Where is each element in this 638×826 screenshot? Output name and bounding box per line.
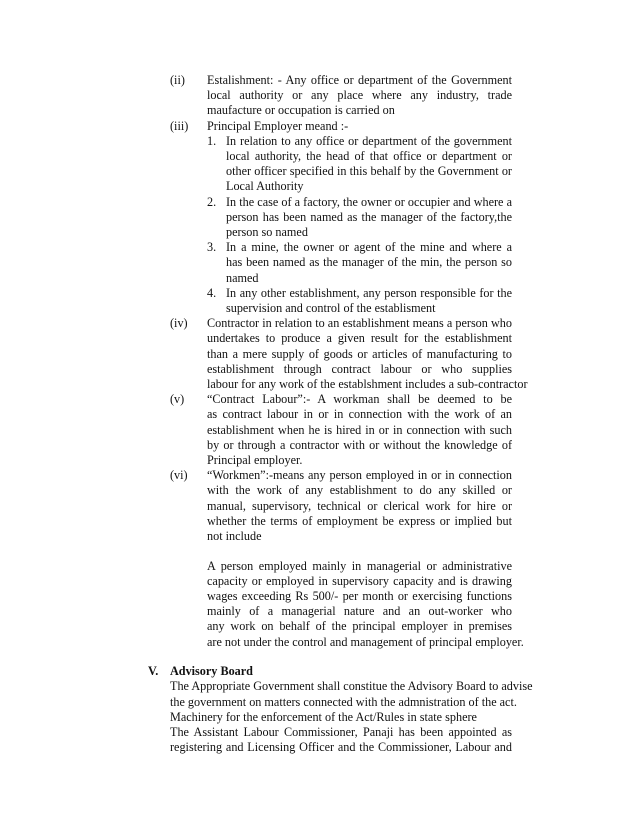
definition-text: Principal employer. xyxy=(207,453,303,467)
definition-number: (iii) xyxy=(170,118,189,133)
definition-number: (vi) xyxy=(170,468,188,483)
sub-item-text: person has been named as the manager of the factory,the xyxy=(226,209,512,224)
definition-text: Principal Employer meand :- xyxy=(207,118,349,133)
section-title: Advisory Board xyxy=(170,664,253,679)
sub-item-text: In any other establishment, any person responsible for the xyxy=(226,285,512,300)
definition-text: establishment through contract labour or who supplies xyxy=(207,361,512,376)
definition-text: labour for any work of the establshment includes a sub-contractor xyxy=(207,377,528,391)
definition-text: not include xyxy=(207,529,262,543)
exclusion-text: capacity or employed in supervisory capacity and is drawing xyxy=(207,573,512,588)
sub-item-text: In relation to any office or department of the government xyxy=(226,133,512,148)
definition-number: (iv) xyxy=(170,316,188,331)
sub-item-text: person so named xyxy=(226,225,308,239)
definition-text: Contractor in relation to an establishment means a person who xyxy=(207,316,512,331)
definition-text: local authority or any place where any industry, trade xyxy=(207,88,512,103)
definition-text: manual, supervisory, technical or clerical work for hire or xyxy=(207,498,512,513)
exclusion-text: wages exceeding Rs 500/- per month or exercising functions xyxy=(207,589,512,604)
sub-item-number: 2. xyxy=(207,194,217,209)
sub-item-text: local authority, the head of that office or department or xyxy=(226,149,512,163)
sub-item-text: supervision and control of the establisment xyxy=(226,301,436,315)
definition-text: establishment when he is hired in or in connection with such xyxy=(207,422,512,437)
exclusion-text: A person employed mainly in managerial or administrative xyxy=(207,558,512,573)
section-text: registering and Licensing Officer and the Commissioner, Labour and xyxy=(170,740,512,755)
definition-text: undertakes to produce a given result for the establishment xyxy=(207,331,512,346)
definition-text: whether the terms of employment be express or implied but xyxy=(207,513,512,528)
sub-item-number: 4. xyxy=(207,285,217,300)
definition-text: “Workmen”:-means any person employed in or in connection xyxy=(207,468,512,483)
sub-item-text: other officer specified in this behalf by the Government or xyxy=(226,164,512,179)
section-text: Machinery for the enforcement of the Act/Rules in state sphere xyxy=(170,709,477,724)
exclusion-text: are not under the control and management of principal employer. xyxy=(207,634,524,649)
section-text: The Appropriate Government shall constitue the Advisory Board to advise xyxy=(170,679,533,694)
exclusion-text: any work on behalf of the principal employer in premises xyxy=(207,619,512,634)
sub-item-number: 1. xyxy=(207,133,217,148)
sub-item-text: In the case of a factory, the owner or occupier and where a xyxy=(226,194,512,209)
definition-text: as contract labour in or in connection with the work of an xyxy=(207,407,512,422)
definition-text: maufacture or occupation is carried on xyxy=(207,103,395,118)
definition-text: Estalishment: - Any office or department of the Government xyxy=(207,73,512,87)
sub-item-text: Local Authority xyxy=(226,179,304,194)
sub-item-text: named xyxy=(226,270,259,285)
sub-item-text: has been named as the manager of the min, the person so xyxy=(226,255,512,270)
definition-text: than a mere supply of goods or articles of manufacturing to xyxy=(207,346,512,361)
definition-text: by or through a contractor with or without the knowledge of xyxy=(207,437,512,452)
definition-number: (ii) xyxy=(170,73,185,87)
sub-item-number: 3. xyxy=(207,240,217,255)
definition-text: “Contract Labour”:- A workman shall be deemed to be xyxy=(207,392,512,407)
definition-text: with the work of any establishment to do any skilled or xyxy=(207,483,512,498)
section-number: V. xyxy=(148,664,159,679)
exclusion-text: mainly of a managerial nature and an out-worker who xyxy=(207,604,512,619)
definition-number: (v) xyxy=(170,392,185,407)
section-text: the government on matters connected with the admnistration of the act. xyxy=(170,694,517,709)
sub-item-text: In a mine, the owner or agent of the mine and where a xyxy=(226,240,512,255)
section-text: The Assistant Labour Commissioner, Panaji has been appointed as xyxy=(170,725,512,740)
